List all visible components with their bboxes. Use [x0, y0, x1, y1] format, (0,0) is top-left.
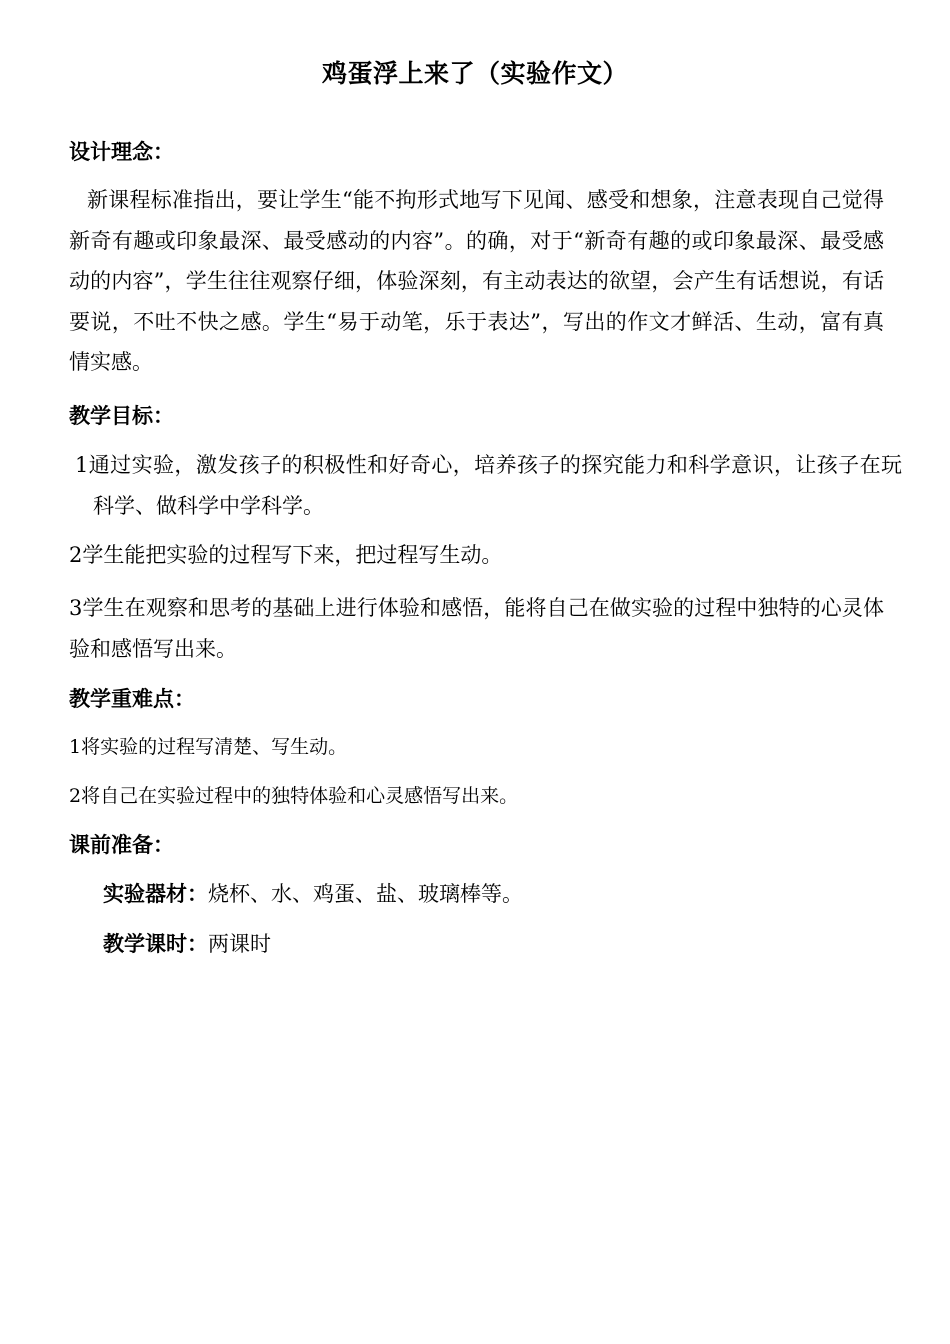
key-point-item-1: 1将实验的过程写清楚、写生动。	[69, 736, 348, 758]
prep-hours-label: 教学课时：	[103, 931, 208, 956]
goal-item-2: 2学生能把实验的过程写下来，把过程写生动。	[69, 543, 503, 567]
prep-hours	[103, 929, 271, 959]
design-paragraph: 新课程标准指出，要让学生“能不拘形式地写下见闻、感受和想象，注意表现自己觉得新奇有趣或印象最深、最受感动的内容”。的确，对于“新奇有趣的或印象最深、最受感动的内容”，学生往往观察仔细，体验深刻，有主动表达的欲望，会产生有话想说，有话要说，不吐不快之感。学生“易于动笔，乐于表达”，写出的作文才鲜活、生动，富有真情实感。	[69, 188, 884, 374]
prep-materials	[103, 879, 523, 909]
prep-materials-value: 烧杯、水、鸡蛋、盐、玻璃棒等。	[208, 882, 523, 906]
goal-item-3: 3学生在观察和思考的基础上进行体验和感悟，能将自己在做实验的过程中独特的心灵体验和感悟写出来。	[69, 596, 884, 661]
prep-materials-label: 实验器材：	[103, 881, 208, 906]
document-title: 鸡蛋浮上来了（实验作文）	[321, 59, 628, 88]
section-heading-preparation: 课前准备：	[69, 832, 174, 857]
section-heading-goals: 教学目标：	[69, 403, 174, 428]
key-point-item-2: 2将自己在实验过程中的独特体验和心灵感悟写出来。	[69, 785, 519, 807]
section-heading-design: 设计理念：	[69, 139, 174, 164]
goal-item-1: 1通过实验，激发孩子的积极性和好奇心，培养孩子的探究能力和科学意识，让孩子在玩科学、做科学中学科学。	[75, 453, 902, 518]
prep-hours-value: 两课时	[208, 932, 271, 956]
section-heading-key-points: 教学重难点：	[69, 686, 195, 711]
